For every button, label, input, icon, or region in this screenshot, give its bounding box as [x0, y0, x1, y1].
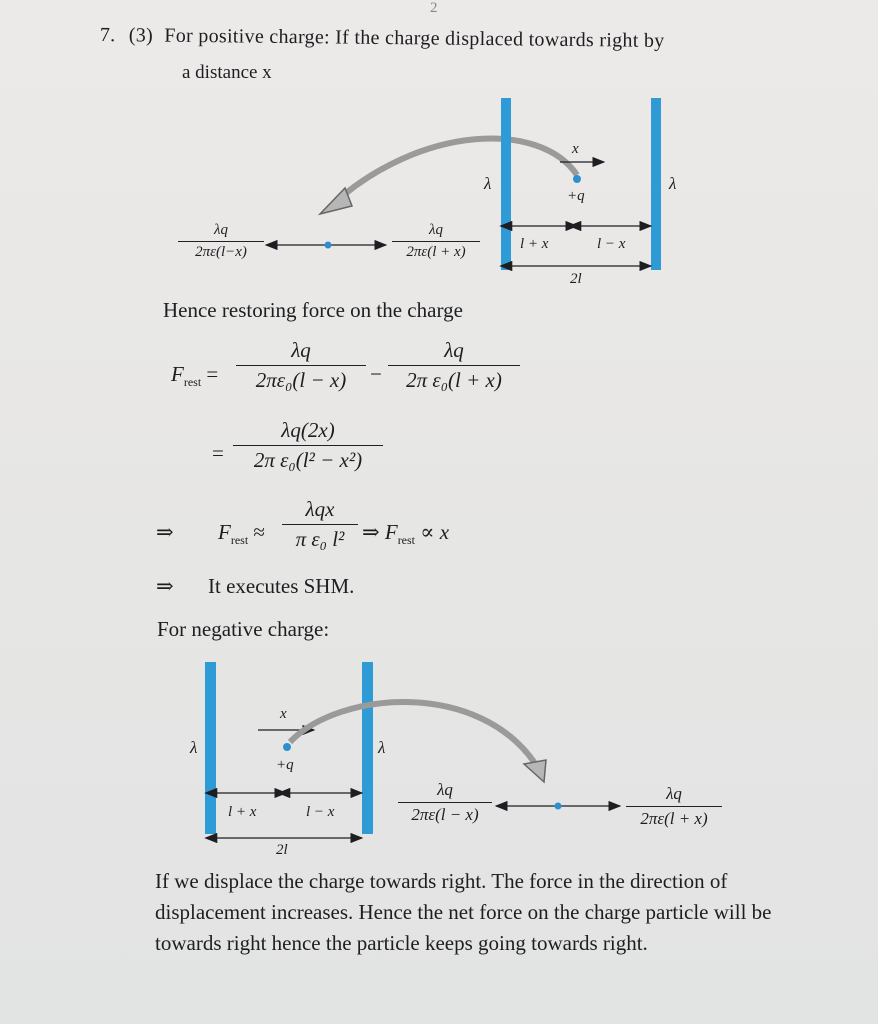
- f-rest-label: $F_{rest}$ =: [171, 362, 219, 390]
- force-right-den-1: 2πε(l + x): [392, 241, 480, 261]
- negative-charge-heading: For negative charge:: [157, 617, 330, 641]
- f-rest-approx: $F_{rest}$ ≈: [218, 520, 265, 548]
- minus-sign: −: [370, 362, 382, 386]
- implies-arrow-2: ⇒: [156, 574, 174, 598]
- heading-line1: For positive charge: If the charge displaced towards right by: [164, 24, 665, 52]
- eq2-fraction: $\frac{\lambda q(2x)}{\text{2π ε₀(l² − x²)}}$: [233, 418, 383, 473]
- force-right-num-1: λq: [429, 222, 443, 238]
- lambda-left-1: λ: [484, 174, 492, 193]
- curve-arrow-2: [290, 702, 536, 765]
- total-label-1: 2l: [570, 271, 582, 287]
- restoring-force-text: Hence restoring force on the charge: [163, 298, 463, 322]
- shm-text: It executes SHM.: [208, 574, 355, 598]
- lambda-right-2: λ: [378, 738, 386, 757]
- conclusion-paragraph: If we displace the charge towards right. The force in the direction of displacement increases. Hence the net force on the charge particle will be towards right hence the particle keeps going towards right.: [155, 869, 772, 955]
- question-number: 7.: [99, 24, 116, 47]
- force-left-num-2: λq: [437, 780, 453, 799]
- left-rod-2: [205, 662, 216, 834]
- displacement-label-1: x: [572, 141, 579, 157]
- eq1-fraction-left: $\frac{\lambda q}{\text{2πε₀(l − x)}}$: [236, 338, 366, 393]
- lambda-right-1: λ: [669, 174, 677, 193]
- force-right-fraction-2: [626, 784, 722, 829]
- force-left-den-2: 2πε(l − x): [398, 802, 492, 825]
- answer-option: (3): [128, 24, 154, 47]
- displacement-label-2: x: [280, 706, 287, 722]
- seg-left-label-2: l + x: [228, 804, 257, 820]
- f-rest-proportional: ⇒ $F_{rest} \propto x$: [362, 520, 450, 548]
- force-left-fraction-2: [398, 780, 492, 825]
- heading-line2: a distance x: [182, 62, 272, 83]
- seg-left-label-1: l + x: [520, 236, 549, 252]
- page-mark: 2: [430, 0, 438, 16]
- force-right-num-2: λq: [666, 784, 682, 803]
- total-label-2: 2l: [276, 842, 288, 858]
- charge-label-1: +q: [567, 188, 585, 204]
- eq3-fraction: λqx π ε₀ l²: [282, 497, 358, 552]
- force-left-den-1: 2πε(l−x): [178, 241, 264, 261]
- lambda-left-2: λ: [190, 738, 198, 757]
- curve-arrow-2-head: [524, 760, 546, 782]
- force-dot-2: [555, 803, 562, 810]
- eq1-fraction-right: $\frac{\lambda q}{\text{2π ε₀(l + x)}}$: [388, 338, 520, 393]
- equals-sign: =: [212, 441, 224, 465]
- seg-right-label-1: l − x: [597, 236, 626, 252]
- charge-dot-2: [283, 743, 291, 751]
- charge-label-2: +q: [276, 757, 294, 773]
- implies-arrow-1: ⇒: [156, 520, 174, 544]
- right-rod-2: [362, 662, 373, 834]
- force-left-num-1: λq: [214, 222, 228, 238]
- force-right-den-2: 2πε(l + x): [626, 806, 722, 829]
- seg-right-label-2: l − x: [306, 804, 335, 820]
